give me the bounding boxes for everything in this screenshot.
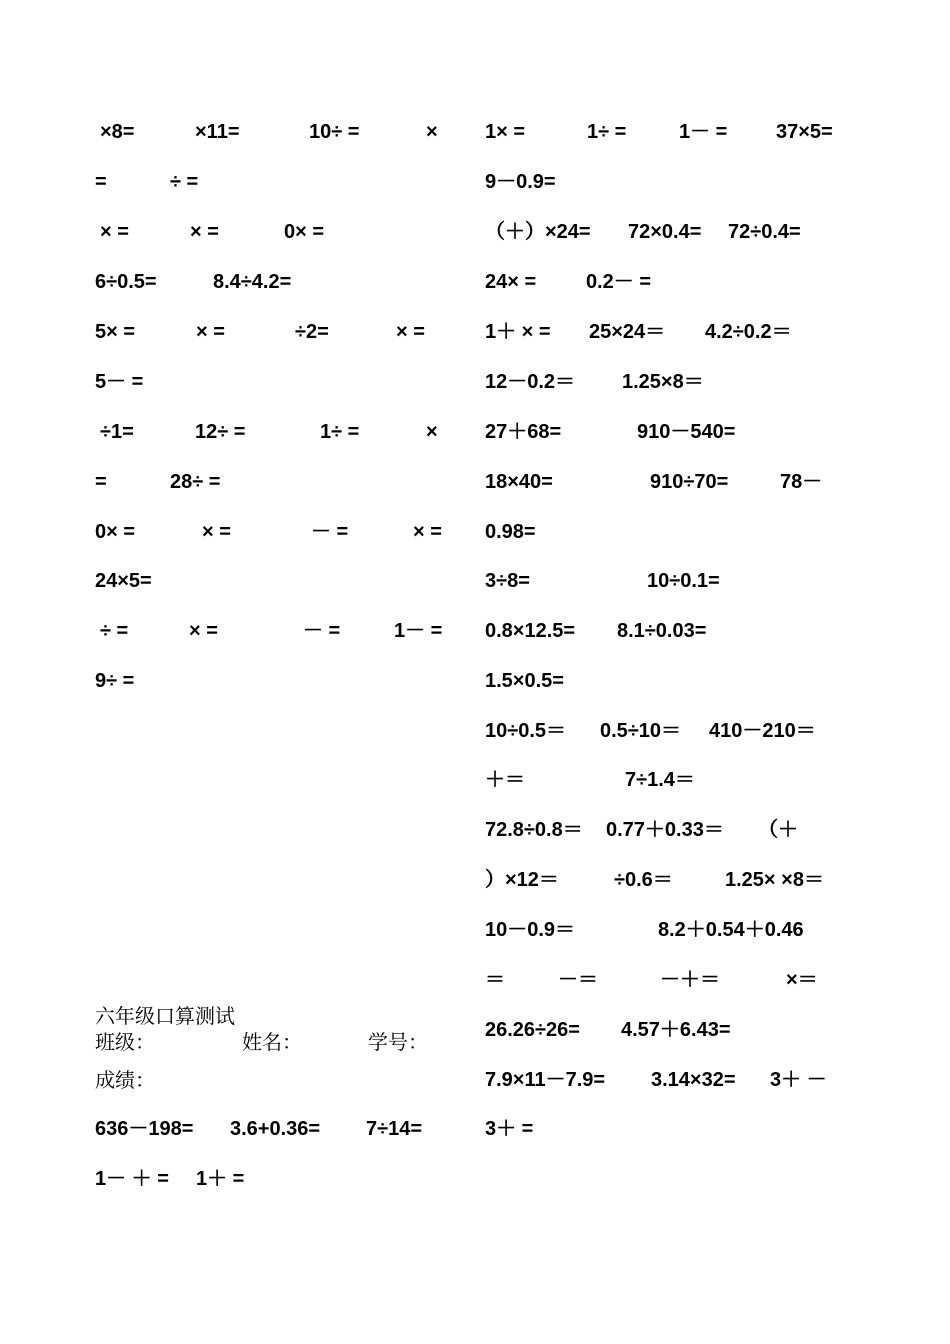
left-row7-item2: 12÷ = (195, 421, 246, 443)
left-row9-item4: × = (413, 521, 442, 543)
score-label: 成绩： (95, 1068, 155, 1092)
right-row17-item1: 10－0.9＝ (485, 919, 576, 941)
left-row3-item3: 0× = (284, 221, 325, 243)
left-row11-item1: ÷ = (100, 620, 129, 642)
left-row11-item2: × = (189, 620, 218, 642)
right-row20-item3: 3＋ － (770, 1069, 827, 1091)
right-row5-item1: 1＋ × = (485, 321, 551, 343)
right-row19-item2: 4.57＋6.43= (621, 1019, 731, 1041)
left-bottom-row1-item2: 3.6+0.36= (230, 1118, 321, 1140)
left-bottom-row2-item1: 1－ ＋ = (95, 1168, 169, 1190)
left-row3-item2: × = (190, 221, 219, 243)
left-row5-item3: ÷2= (295, 321, 329, 343)
right-row9-item1: 0.98= (485, 521, 536, 543)
right-row16-item1: ）×12＝ (485, 869, 559, 891)
left-row1-item2: ×11= (195, 121, 240, 143)
right-row5-item2: 25×24＝ (589, 321, 666, 343)
right-row4-item2: 0.2－ = (586, 271, 652, 293)
right-row1-item3: 1－ = (679, 121, 728, 143)
left-row10-item1: 24×5= (95, 570, 152, 592)
right-row3-item3: 72÷0.4= (728, 221, 801, 243)
right-row15-item2: 0.77＋0.33＝ (606, 819, 724, 841)
right-row2-item1: 9－0.9= (485, 171, 556, 193)
left-row2-item2: ÷ = (170, 171, 199, 193)
right-row7-item1: 27＋68= (485, 421, 562, 443)
left-row1-item3: 10÷ = (309, 121, 360, 143)
right-row13-item3: 410－210＝ (709, 720, 816, 742)
right-row8-item2: 910÷70= (650, 471, 729, 493)
right-row14-item1: ＋＝ (485, 769, 525, 791)
name-label: 姓名： (242, 1030, 302, 1054)
right-row17-item2: 8.2＋0.54＋0.46 (658, 919, 804, 941)
left-bottom-row1-item1: 636－198= (95, 1118, 194, 1140)
right-row13-item1: 10÷0.5＝ (485, 720, 567, 742)
right-row11-item1: 0.8×12.5= (485, 620, 576, 642)
right-row13-item2: 0.5÷10＝ (600, 720, 682, 742)
right-row18-item4: ×＝ (786, 969, 818, 991)
right-row15-item3: （＋ (758, 819, 798, 841)
student-number-label: 学号： (368, 1030, 428, 1054)
right-row12-item1: 1.5×0.5= (485, 670, 564, 692)
left-row7-item3: 1÷ = (320, 421, 360, 443)
left-bottom-row1-item3: 7÷14= (366, 1118, 423, 1140)
right-row5-item3: 4.2÷0.2＝ (705, 321, 792, 343)
right-row7-item2: 910－540= (637, 421, 736, 443)
right-row16-item2: ÷0.6＝ (614, 869, 673, 891)
left-row8-item2: 28÷ = (170, 471, 221, 493)
right-row4-item1: 24× = (485, 271, 537, 293)
right-row18-item3: －＋＝ (660, 969, 720, 991)
right-row1-item1: 1× = (485, 121, 526, 143)
right-row20-item2: 3.14×32= (651, 1069, 736, 1091)
left-bottom-row2-item2: 1＋ = (196, 1168, 245, 1190)
left-row11-item3: － = (303, 620, 341, 642)
worksheet-title: 六年级口算测试 (95, 1004, 235, 1028)
right-row15-item1: 72.8÷0.8＝ (485, 819, 583, 841)
left-row6-item1: 5－ = (95, 371, 144, 393)
left-row9-item3: － = (311, 521, 349, 543)
left-row1-item4: × (426, 121, 438, 143)
right-row18-item2: －＝ (558, 969, 598, 991)
right-row18-item1: ＝ (485, 969, 505, 991)
right-row10-item2: 10÷0.1= (647, 570, 720, 592)
left-row5-item4: × = (396, 321, 425, 343)
left-row11-item4: 1－ = (394, 620, 443, 642)
left-row3-item1: × = (100, 221, 129, 243)
left-row9-item1: 0× = (95, 521, 136, 543)
right-row20-item1: 7.9×11－7.9= (485, 1069, 606, 1091)
right-row19-item1: 26.26÷26= (485, 1019, 580, 1041)
left-row4-item2: 8.4÷4.2= (213, 271, 292, 293)
right-row16-item3: 1.25× ×8＝ (725, 869, 824, 891)
right-row6-item1: 12－0.2＝ (485, 371, 576, 393)
left-row2-item1: = (95, 171, 107, 193)
right-row3-item1: （＋）×24= (485, 221, 591, 243)
right-row8-item1: 18×40= (485, 471, 553, 493)
right-row6-item2: 1.25×8＝ (622, 371, 704, 393)
right-row11-item2: 8.1÷0.03= (617, 620, 707, 642)
left-row5-item2: × = (196, 321, 225, 343)
left-row1-item1: ×8= (100, 121, 135, 143)
left-row8-item1: = (95, 471, 107, 493)
class-label: 班级： (95, 1030, 155, 1054)
right-row8-item3: 78－ (780, 471, 823, 493)
left-row12-item1: 9÷ = (95, 670, 135, 692)
left-row7-item4: × (426, 421, 438, 443)
right-row3-item2: 72×0.4= (628, 221, 702, 243)
left-row4-item1: 6÷0.5= (95, 271, 157, 293)
left-row7-item1: ÷1= (100, 421, 134, 443)
right-row14-item2: 7÷1.4＝ (625, 769, 695, 791)
right-row10-item1: 3÷8= (485, 570, 530, 592)
left-row9-item2: × = (202, 521, 231, 543)
right-row1-item4: 37×5= (776, 121, 833, 143)
right-row21-item1: 3＋ = (485, 1118, 534, 1140)
left-row5-item1: 5× = (95, 321, 136, 343)
right-row1-item2: 1÷ = (587, 121, 627, 143)
